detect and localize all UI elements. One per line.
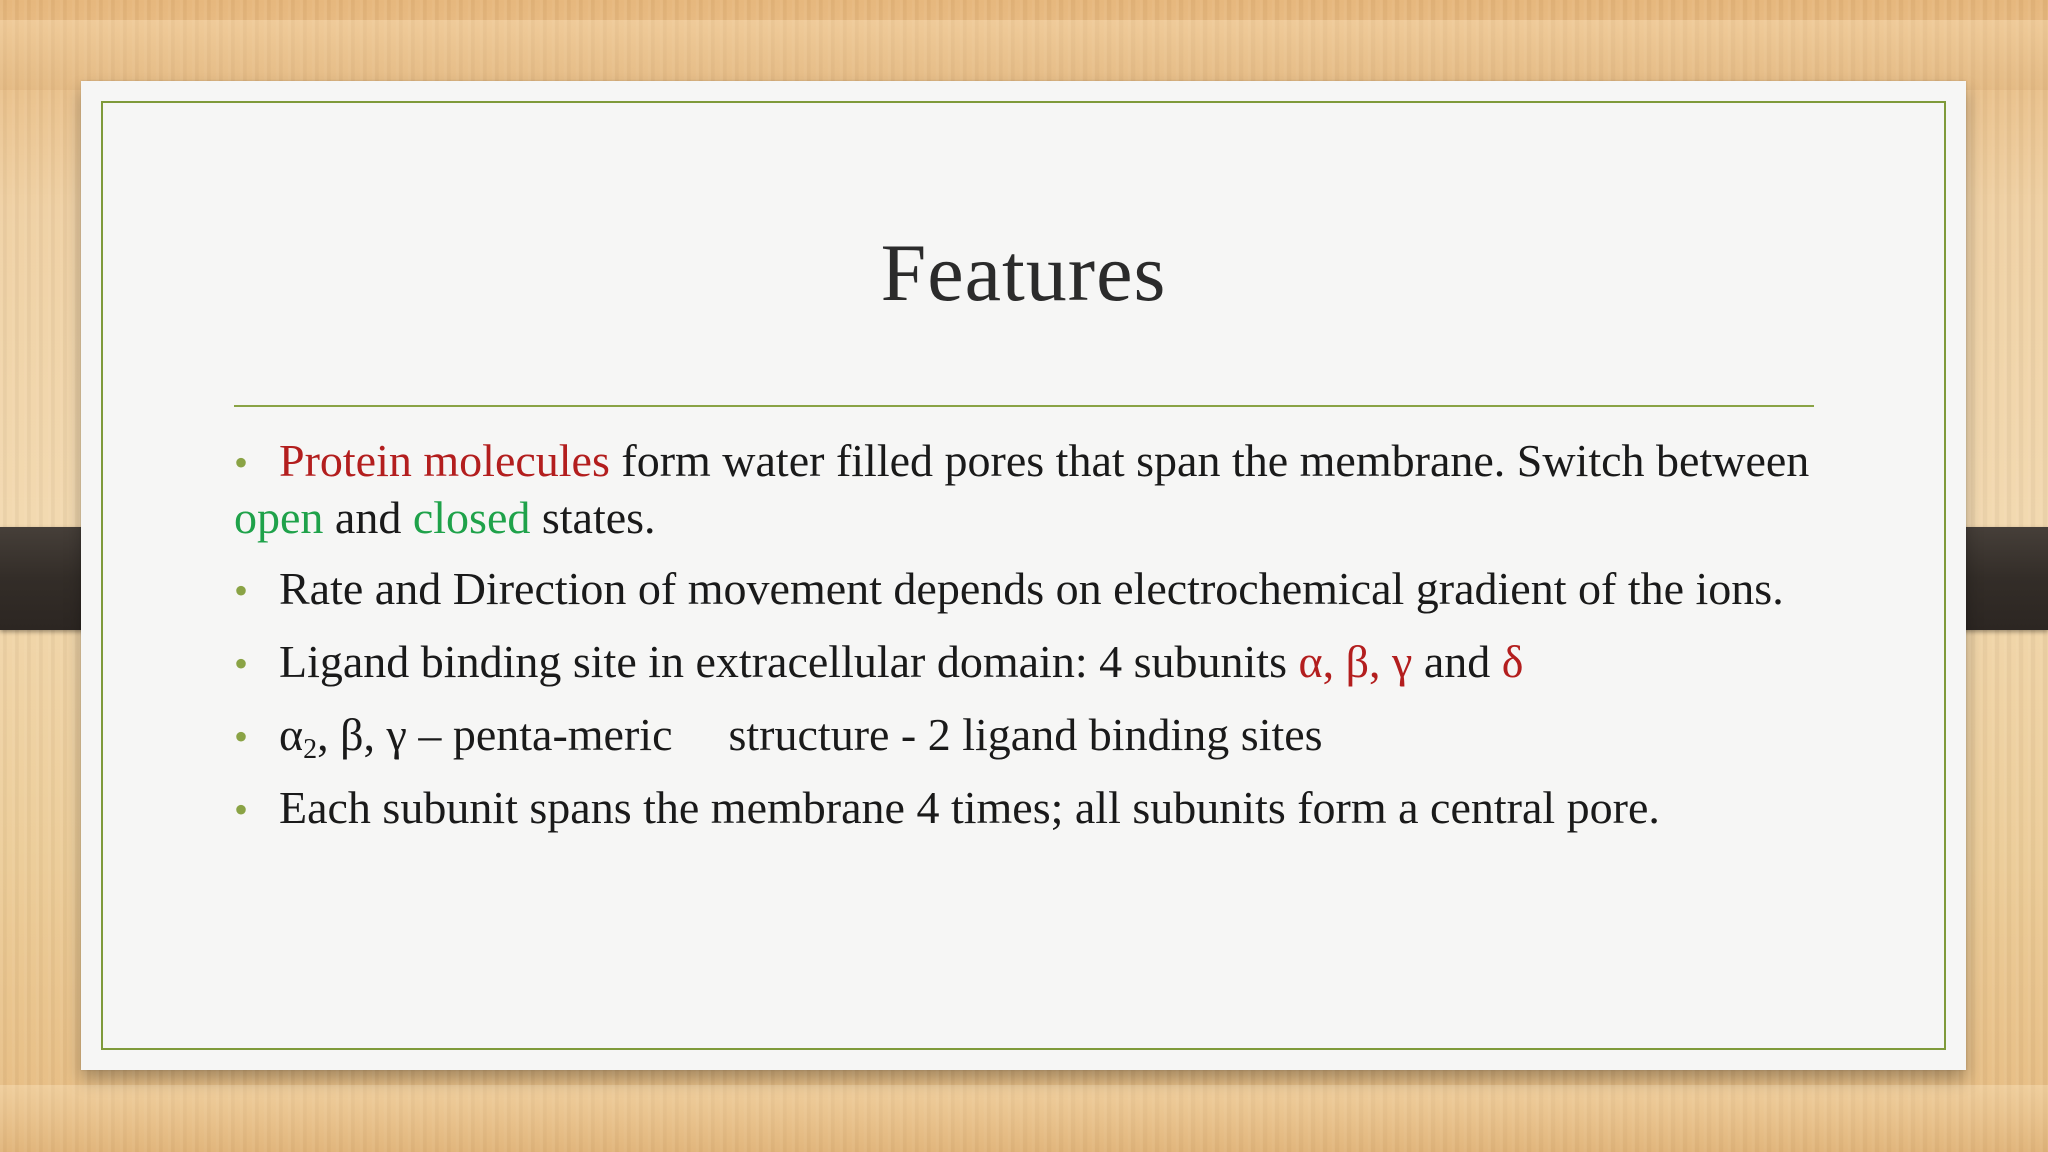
highlight-text: open <box>234 492 324 543</box>
item-text: Rate and Direction of movement depends on electrochemical gradient of the ions. <box>279 563 1784 614</box>
wood-grain-band-bottom <box>0 1085 2048 1152</box>
item-text: structure - 2 ligand binding sites <box>728 709 1323 760</box>
slide-title: Features <box>880 227 1167 318</box>
subscript: 2 <box>303 734 318 765</box>
bullet-icon: • <box>234 714 249 759</box>
item-text: , β, γ – penta-meric <box>317 709 673 760</box>
list-item <box>234 634 1834 691</box>
highlight-text: δ <box>1501 636 1524 687</box>
bullet-list <box>234 433 1834 853</box>
highlight-text: α, β, γ <box>1298 636 1413 687</box>
bullet-icon: • <box>234 440 249 485</box>
list-item <box>234 433 1834 545</box>
item-text: Each subunit spans the membrane 4 times; all subunits form a central pore. <box>279 782 1660 833</box>
highlight-text: Protein molecules <box>279 435 610 486</box>
wood-grain-band-top <box>0 20 2048 90</box>
bullet-icon: • <box>234 787 249 832</box>
item-text: and <box>1412 636 1502 687</box>
item-text: and <box>323 492 413 543</box>
greek-alpha: α <box>279 709 304 760</box>
list-item <box>234 780 1834 837</box>
highlight-text: closed <box>412 492 531 543</box>
item-text: Ligand binding site in extracellular domain: 4 subunits <box>279 636 1299 687</box>
list-item <box>234 561 1834 618</box>
item-text: states. <box>530 492 656 543</box>
bullet-icon: • <box>234 641 249 686</box>
bullet-icon: • <box>234 568 249 613</box>
list-item <box>234 707 1834 764</box>
slide-card <box>81 81 1966 1070</box>
item-text: form water filled pores that span the membrane. Switch between <box>609 435 1810 486</box>
title-divider <box>234 405 1814 407</box>
